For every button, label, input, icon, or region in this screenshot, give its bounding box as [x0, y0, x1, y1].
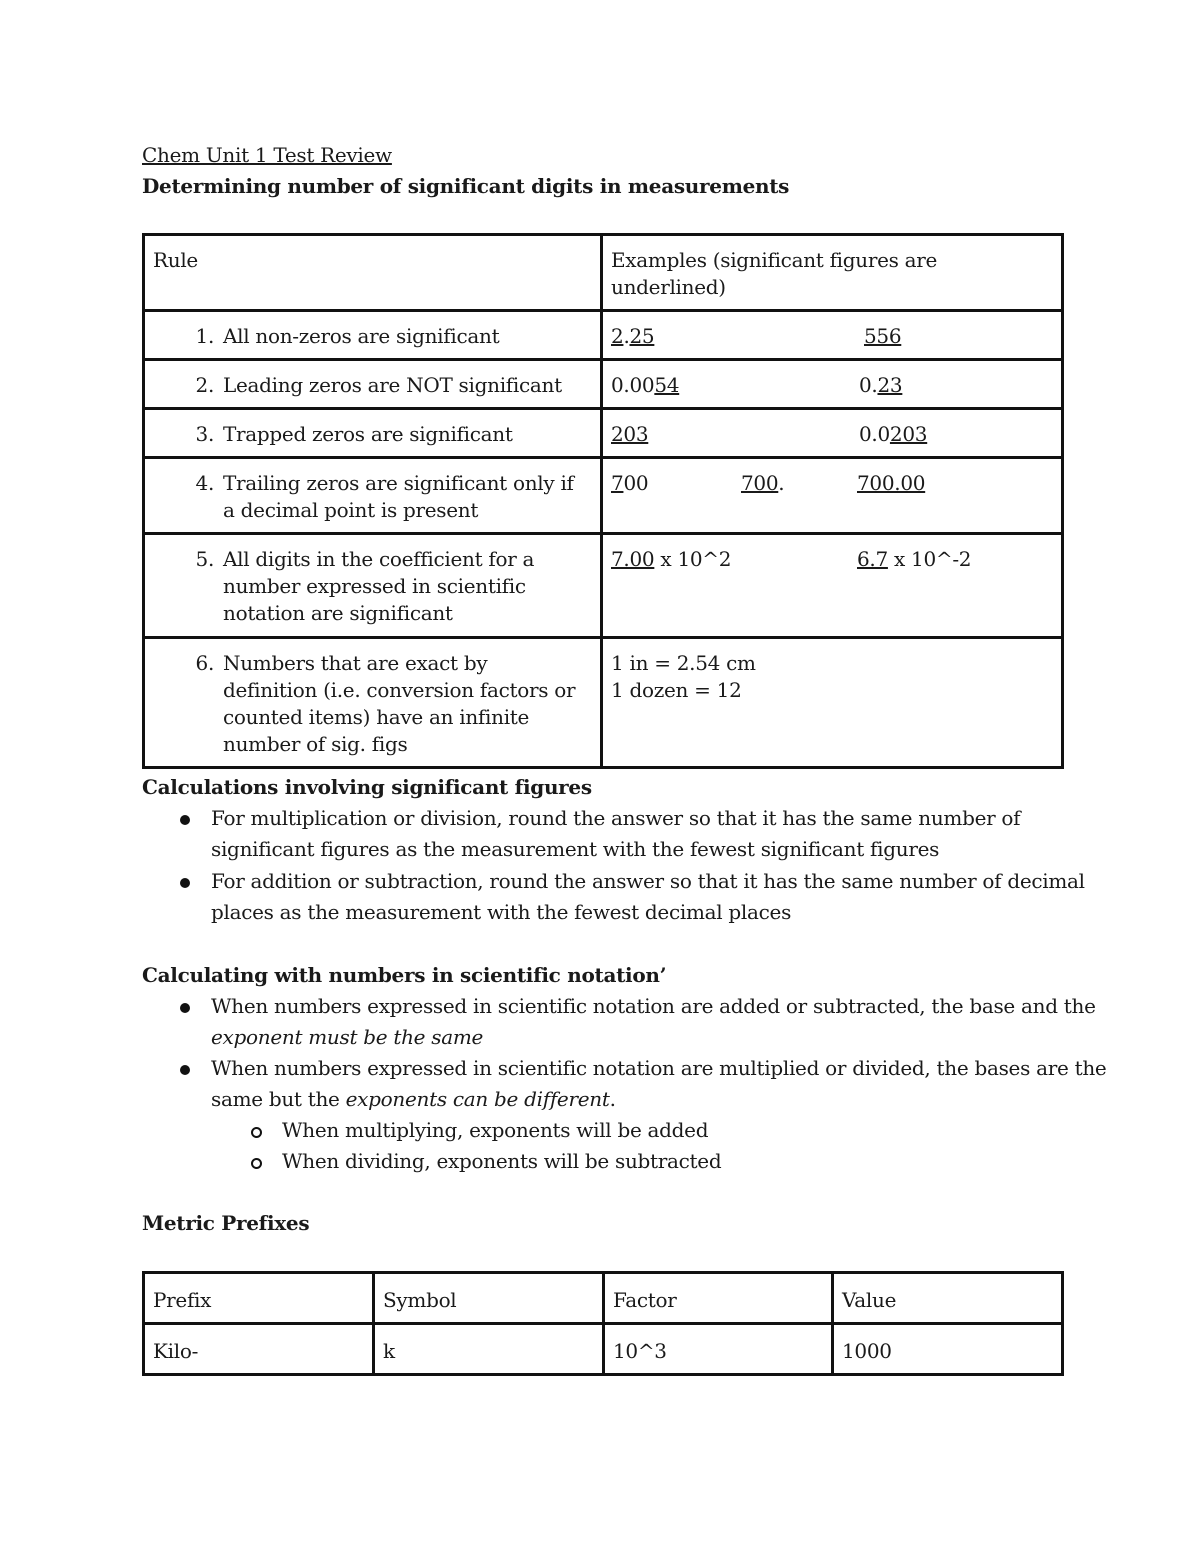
- example-sig: 203: [611, 422, 649, 446]
- cell-prefix: Kilo-: [144, 1324, 374, 1375]
- rule-text: Leading zeros are NOT significant: [223, 373, 562, 397]
- example-nonsig: 0.: [859, 373, 878, 397]
- rule-text: Trapped zeros are significant: [223, 422, 513, 446]
- table-row: [144, 311, 1063, 360]
- bullet-text: .: [609, 1087, 616, 1111]
- rule-number: 6.: [195, 651, 214, 675]
- sub-bullet-text: When multiplying, exponents will be added: [282, 1118, 709, 1142]
- table-row: [144, 409, 1063, 458]
- example-sig: 2: [611, 324, 624, 348]
- cell-value: 1000: [833, 1324, 1063, 1375]
- rule-number: 1.: [195, 324, 214, 348]
- table-row: [144, 534, 1063, 638]
- bullet-icon: [180, 1065, 190, 1075]
- bullet-text: For addition or subtraction, round the answer so that it has the same number of decimal: [211, 869, 1085, 893]
- example-sig: .: [623, 324, 630, 348]
- example-nonsig: 00: [623, 471, 649, 495]
- bullet-text-emphasis: exponent must be the same: [211, 1025, 484, 1049]
- bullet-icon: [180, 815, 190, 825]
- sub-bullet-icon: [251, 1127, 262, 1138]
- cell-factor: 10^3: [604, 1324, 833, 1375]
- document-title: Chem Unit 1 Test Review: [142, 143, 392, 167]
- bullet-text: When numbers expressed in scientific notation are multiplied or divided, the bases are the: [211, 1056, 1107, 1080]
- example-nonsig: .: [778, 471, 785, 495]
- rule-number: 2.: [195, 373, 214, 397]
- table-header-row: [144, 235, 1063, 311]
- header-symbol: Symbol: [374, 1273, 604, 1324]
- header-prefix: Prefix: [144, 1273, 374, 1324]
- bullet-text: places as the measurement with the fewest decimal places: [211, 900, 792, 924]
- example-sig: 23: [877, 373, 903, 397]
- cell-symbol: k: [374, 1324, 604, 1375]
- sub-bullet-text: When dividing, exponents will be subtracted: [282, 1149, 722, 1173]
- rule-text: Numbers that are exact by definition (i.e. conversion factors or counted items) have an infinite number of sig. figs: [223, 651, 576, 756]
- header-value: Value: [833, 1273, 1063, 1324]
- bullet-icon: [180, 878, 190, 888]
- bullet-icon: [180, 1003, 190, 1013]
- bullet-text-emphasis: exponents can be different: [345, 1087, 610, 1111]
- example-sig: 25: [629, 324, 655, 348]
- bullet-text-line: [211, 1087, 616, 1111]
- header-examples: Examples (significant figures are underlined): [602, 235, 1063, 311]
- section-heading-sig-digits: Determining number of significant digits in measurements: [142, 174, 790, 198]
- rule-number: 5.: [195, 547, 214, 571]
- rule-text: All digits in the coefficient for a number expressed in scientific notation are significant: [223, 547, 535, 625]
- header-factor: Factor: [604, 1273, 833, 1324]
- example-nonsig: 0.00: [611, 373, 655, 397]
- example-nonsig: x 10^2: [654, 547, 732, 571]
- table-row: [144, 1324, 1063, 1375]
- example-sig: 700: [741, 471, 779, 495]
- table-header-row: [144, 1273, 1063, 1324]
- example-sig: 556: [864, 324, 902, 348]
- example-nonsig: x 10^-2: [887, 547, 972, 571]
- section-heading-scientific-notation: Calculating with numbers in scientific notation’: [142, 963, 667, 987]
- rule-text: Trailing zeros are significant only if a decimal point is present: [223, 471, 574, 522]
- example-sig: 54: [654, 373, 680, 397]
- bullet-text: When numbers expressed in scientific notation are added or subtracted, the base and the: [211, 994, 1096, 1018]
- rule-text: All non-zeros are significant: [223, 324, 500, 348]
- section-heading-metric-prefixes: Metric Prefixes: [142, 1211, 310, 1235]
- sig-fig-rules-table: [142, 233, 1064, 769]
- example-line: 1 dozen = 12: [611, 678, 742, 702]
- section-heading-calculations: Calculations involving significant figures: [142, 775, 592, 799]
- rule-number: 4.: [195, 471, 214, 495]
- metric-prefix-table: [142, 1271, 1064, 1376]
- table-row: [144, 360, 1063, 409]
- example-sig: 6.7: [857, 547, 888, 571]
- example-sig: 203: [889, 422, 928, 446]
- example-sig: 7: [611, 471, 624, 495]
- table-row: [144, 458, 1063, 534]
- example-sig: 7.00: [611, 547, 655, 571]
- bullet-text: For multiplication or division, round the answer so that it has the same number of: [211, 806, 1021, 830]
- example-sig: 700.00: [857, 471, 926, 495]
- sub-bullet-icon: [251, 1158, 262, 1169]
- example-nonsig: 0.0: [859, 422, 890, 446]
- table-row: [144, 638, 1063, 768]
- bullet-text: same but the: [211, 1087, 346, 1111]
- header-rule: Rule: [144, 235, 602, 311]
- rule-number: 3.: [195, 422, 214, 446]
- bullet-text: significant figures as the measurement with the fewest significant figures: [211, 837, 940, 861]
- example-line: 1 in = 2.54 cm: [611, 651, 756, 675]
